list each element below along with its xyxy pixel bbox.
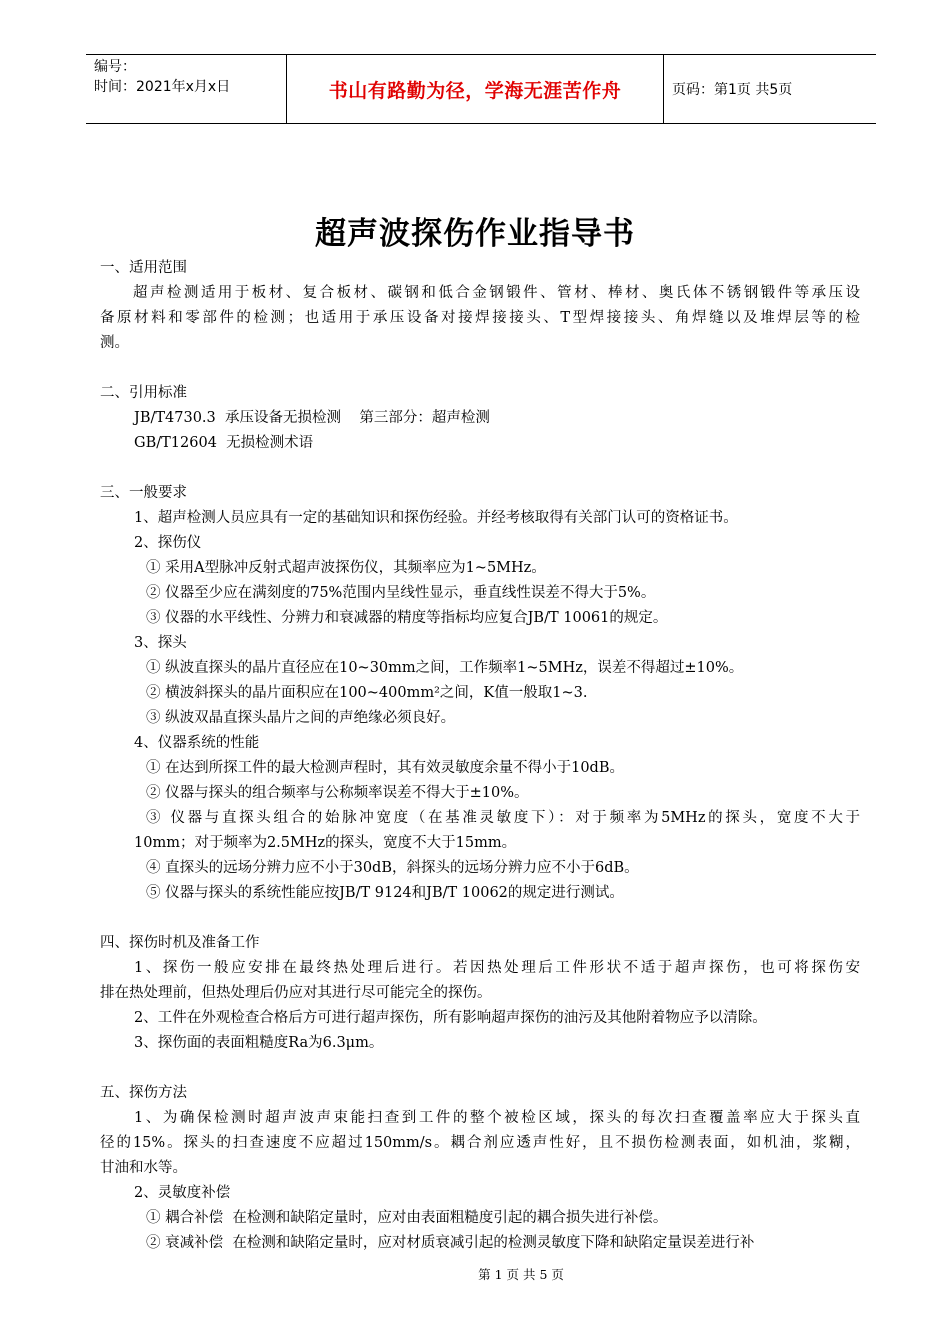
list-item: ② 仪器至少应在满刻度的75%范围内呈线性显示，垂直线性误差不得大于5%。 [146,585,656,601]
list-item: ① 采用A型脉冲反射式超声波探伤仪，其频率应为1~5MHz。 [146,560,546,576]
list-item: ③ 纵波双晶直探头晶片之间的声绝缘必须良好。 [146,710,456,726]
section-heading: 一、适用范围 [100,260,187,276]
list-item: ② 仪器与探头的组合频率与公称频率误差不得大于±10%。 [146,785,529,801]
document-body [100,256,860,1256]
list-item-continued: 甘油和水等。 [100,1160,187,1176]
list-item: ② 衰减补偿 在检测和缺陷定量时，应对材质衰减引起的检测灵敏度下降和缺陷定量误差进行补 [146,1235,755,1251]
list-item: ③ 仪器与直探头组合的始脉冲宽度（在基准灵敏度下）：对于频率为5MHz的探头，宽度不大于 [146,810,860,826]
list-item: 2、工件在外观检查合格后方可进行超声探伤，所有影响超声探伤的油污及其他附着物应予以清除。 [134,1010,767,1026]
page-header [86,54,876,124]
list-item: 2、探伤仪 [134,535,202,551]
section-heading: 四、探伤时机及准备工作 [100,935,260,951]
list-item: ④ 直探头的远场分辨力应不小于30dB，斜探头的远场分辨力应不小于6dB。 [146,860,639,876]
paragraph-line: 超声检测适用于板材、复合板材、碳钢和低合金钢锻件、管材、棒材、奥氏体不锈钢锻件等承压设 [133,285,860,301]
reference-standard: JB/T4730.3 承压设备无损检测 第三部分：超声检测 [134,410,490,426]
list-item: 3、探头 [134,635,187,651]
list-item: 2、灵敏度补偿 [134,1185,231,1201]
list-item: 1、探伤一般应安排在最终热处理后进行。若因热处理后工件形状不适于超声探伤，也可将探伤安 [134,960,860,976]
document-number-label: 编号： [94,59,136,75]
list-item-continued: 排在热处理前，但热处理后仍应对其进行尽可能完全的探伤。 [100,985,492,1001]
header-meta [86,55,286,123]
section-heading: 三、一般要求 [100,485,187,501]
document-title: 超声波探伤作业指导书 [315,216,635,252]
header-motto: 书山有路勤为径，学海无涯苦作舟 [286,55,664,123]
paragraph-line: 测。 [100,335,129,351]
list-item: ③ 仪器的水平线性、分辨力和衰减器的精度等指标均应复合JB/T 10061的规定。 [146,610,668,626]
list-item: 3、探伤面的表面粗糙度Ra为6.3μm。 [134,1035,384,1051]
list-item: 1、为确保检测时超声波声束能扫查到工件的整个被检区域，探头的每次扫查覆盖率应大于探头直 [134,1110,860,1126]
section-heading: 二、引用标准 [100,385,187,401]
section-heading: 五、探伤方法 [100,1085,187,1101]
list-item: ⑤ 仪器与探头的系统性能应按JB/T 9124和JB/T 10062的规定进行测试。 [146,885,624,901]
header-page-info: 页码：第1页 共5页 [672,82,793,98]
list-item: ② 横波斜探头的晶片面积应在100~400mm²之间，K值一般取1~3. [146,685,588,701]
list-item: ① 纵波直探头的晶片直径应在10~30mm之间，工作频率1~5MHz，误差不得超过±10%。 [146,660,744,676]
paragraph-line: 备原材料和零部件的检测；也适用于承压设备对接焊接接头、T型焊接接头、角焊缝以及堆焊层等的检 [100,310,860,326]
reference-standard: GB/T12604 无损检测术语 [134,435,314,451]
list-item: 1、超声检测人员应具有一定的基础知识和探伤经验。并经考核取得有关部门认可的资格证书。 [134,510,738,526]
list-item: 4、仪器系统的性能 [134,735,260,751]
list-item-continued: 10mm；对于频率为2.5MHz的探头，宽度不大于15mm。 [134,835,517,851]
page-footer: 第 1 页 共 5 页 [478,1267,564,1282]
list-item-continued: 径的15%。探头的扫查速度不应超过150mm/s。耦合剂应透声性好，且不损伤检测表面，如机油，浆糊， [100,1135,860,1151]
document-time-label: 时间：2021年x月x日 [94,79,231,95]
list-item: ① 耦合补偿 在检测和缺陷定量时，应对由表面粗糙度引起的耦合损失进行补偿。 [146,1210,668,1226]
list-item: ① 在达到所探工件的最大检测声程时，其有效灵敏度余量不得小于10dB。 [146,760,624,776]
